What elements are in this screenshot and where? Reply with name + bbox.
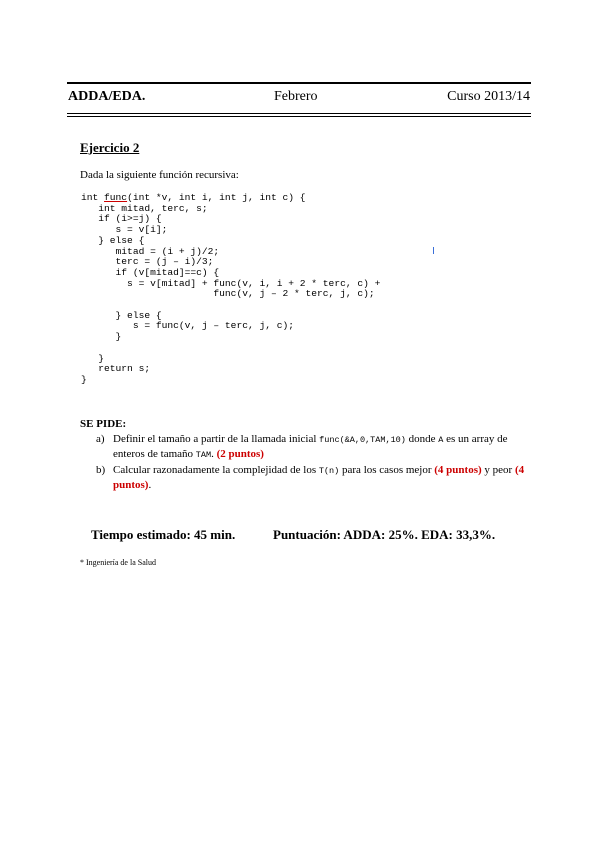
task-b-points-best: (4 puntos) — [434, 464, 482, 476]
task-a-text-4: . — [211, 448, 217, 460]
academic-year: Curso 2013/14 — [447, 89, 530, 104]
scoring: Puntuación: ADDA: 25%. EDA: 33,3%. — [273, 527, 496, 542]
task-a-text-2: donde — [405, 433, 439, 445]
task-b-points-worst: (4 puntos) — [113, 464, 525, 491]
header-rule-top — [67, 82, 531, 84]
code-function-name: func — [104, 192, 128, 203]
exercise-intro: Dada la siguiente función recursiva: — [80, 169, 239, 181]
code-line1-post: (int *v, int i, int j, int c) { — [127, 192, 306, 203]
course-code: ADDA/EDA. — [68, 89, 146, 104]
task-marker-b: b) — [96, 464, 106, 476]
task-item-b — [96, 463, 530, 492]
text-cursor — [433, 247, 434, 254]
task-b-text-3: y peor — [481, 464, 515, 476]
task-marker-a: a) — [96, 433, 105, 445]
exam-month: Febrero — [274, 89, 318, 104]
task-b-text-4: . — [148, 479, 152, 491]
task-item-a — [96, 432, 530, 462]
task-b-text-2: para los casos mejor — [339, 464, 435, 476]
page-header — [68, 89, 530, 109]
task-list — [96, 432, 530, 493]
code-line1-pre: int — [81, 192, 105, 203]
task-a-code-size: TAM — [195, 450, 212, 460]
exercise-title: Ejercicio 2 — [80, 140, 140, 155]
header-rule-bottom-double — [67, 116, 531, 117]
task-a-code-call: func(&A,0,TAM,10) — [319, 435, 406, 445]
task-a-code-array: A — [438, 435, 444, 445]
task-a-text-3: es un array de enteros de tamaño — [113, 433, 508, 460]
header-rule-bottom — [67, 113, 531, 114]
se-pide-title: SE PIDE: — [80, 418, 127, 430]
footnote: * Ingeniería de la Salud — [80, 558, 156, 567]
code-block — [81, 193, 380, 386]
task-a-text-1: Definir el tamaño a partir de la llamada inicial — [113, 433, 320, 445]
estimated-time: Tiempo estimado: 45 min. — [91, 527, 236, 542]
task-a-points: (2 puntos) — [216, 448, 264, 460]
task-b-code-tn: T(n) — [318, 466, 340, 476]
code-body: int mitad, terc, s; if (i>=j) { s = v[i]; } else { mitad = (i + j)/2; terc = (j – i)/3; if (v[mitad]==c) { s = v[mitad] + func(v, i, i + 2 * terc, c) + func(v, j – 2 * terc, j, c); } else { s = func(v, j – terc, j, c); } } return s; } — [81, 202, 381, 385]
task-b-text-1: Calcular razonadamente la complejidad de los — [113, 464, 319, 476]
